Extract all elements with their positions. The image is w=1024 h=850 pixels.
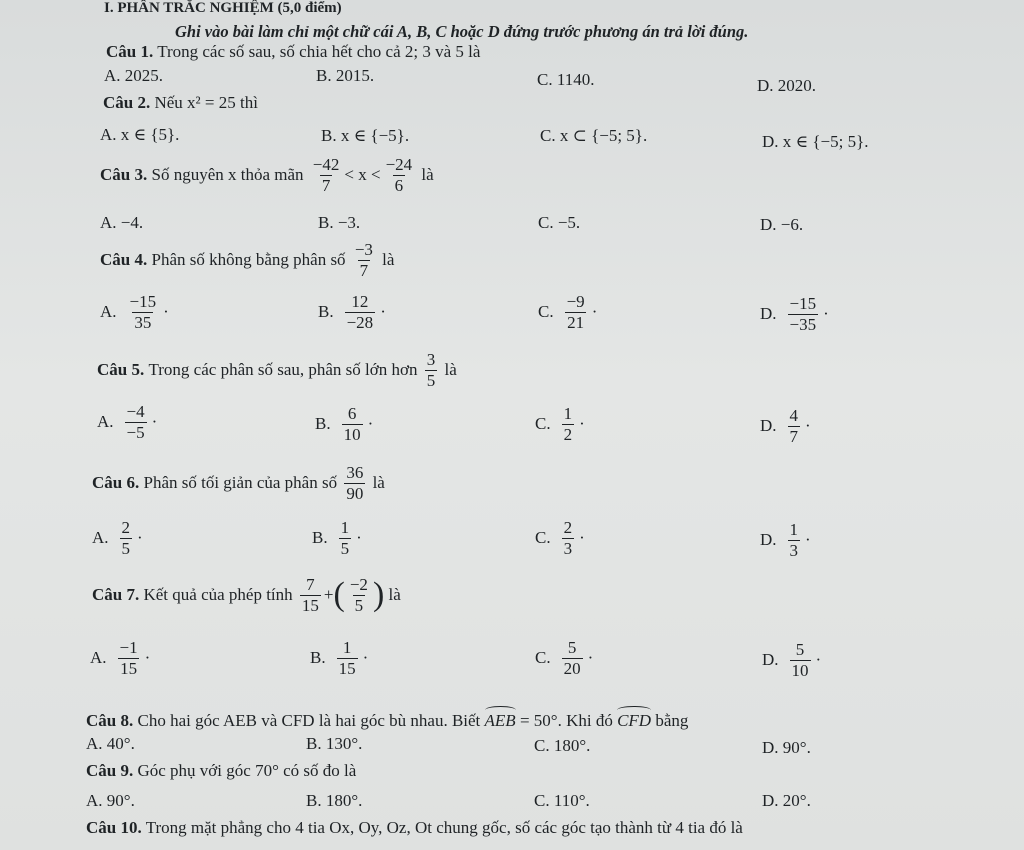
q4-fraction (353, 240, 375, 280)
q4-option-b-label: B. (318, 302, 334, 322)
q7-option-d-fraction (790, 640, 811, 680)
question-8-text: Cho hai góc AEB và CFD là hai góc bù nhau. Biết (137, 711, 481, 730)
q9-option-b: B. 180°. (306, 791, 363, 810)
q7-option-c-label: C. (535, 648, 551, 668)
q7-option-a-label: A. (90, 648, 107, 668)
q4-option-d-fraction (788, 294, 819, 334)
q7-d-num: 5 (795, 640, 805, 659)
q7-option-d-label: D. (762, 650, 779, 670)
q5-fraction (425, 350, 438, 390)
q4-option-c: C. $\frac{-9}{21}$ · (538, 292, 598, 332)
q6-option-a: A. $\frac{2}{5}$ · (92, 518, 143, 558)
q4-c-num: −9 (566, 292, 585, 311)
q4-option-a: A. $\frac{-15}{35}$ · (100, 292, 169, 332)
q2-option-c: C. x ⊂ {−5; 5}. (540, 126, 648, 145)
q7-f2-num: −2 (349, 575, 368, 594)
question-10-text: Trong mặt phẳng cho 4 tia Ox, Oy, Oz, Ot chung gốc, số các góc tạo thành từ 4 tia đó là (145, 818, 743, 837)
question-8 (86, 707, 688, 731)
q4-a-num: −15 (129, 292, 157, 311)
question-7-text: Kết quả của phép tính (143, 585, 293, 605)
q7-close-paren: ) (372, 576, 385, 614)
q1-option-d: D. 2020. (757, 76, 817, 95)
q6-d-den: 3 (789, 540, 799, 560)
q6-option-b: B. $\frac{1}{5}$ · (312, 518, 362, 558)
q7-f1-num: 7 (306, 575, 315, 594)
q8-option-b: B. 130°. (306, 734, 363, 753)
q4-c-den: 21 (567, 312, 585, 332)
question-6-text: Phân số tối giản của phân số (143, 473, 338, 493)
q6-text-after: là (372, 473, 385, 493)
q7-option-c-fraction (562, 638, 583, 678)
q6-option-c: C. $\frac{2}{3}$ · (535, 518, 585, 558)
q4-option-a-label: A. (100, 302, 117, 322)
q6-option-b-label: B. (312, 528, 328, 548)
instruction: Ghi vào bài làm chỉ một chữ cái A, B, C hoặc D đứng trước phương án trả lời đúng. (175, 22, 749, 41)
q7-text-after: là (388, 585, 401, 605)
question-2 (103, 93, 258, 113)
question-6-label: Câu 6. (92, 473, 140, 493)
question-7-label: Câu 7. (92, 585, 140, 605)
q5-option-c: C. $\frac{1}{2}$ · (535, 404, 585, 444)
q7-a-num: −1 (119, 638, 138, 657)
q3-option-c: C. −5. (538, 213, 581, 232)
q2-option-b: B. x ∈ {−5}. (321, 126, 410, 145)
question-9 (86, 761, 356, 781)
q6-option-b-fraction (339, 518, 352, 558)
q7-fraction-1 (300, 575, 321, 615)
q7-option-a-fraction (118, 638, 140, 678)
q7-plus: + (323, 585, 334, 605)
q6-fraction (344, 463, 365, 503)
q8-angle-cfd: CFD (617, 707, 651, 731)
q3-text-after: là (421, 165, 434, 185)
q5-b-den: 10 (343, 424, 361, 444)
q7-option-c: C. $\frac{5}{20}$ · (535, 638, 594, 678)
question-10 (86, 818, 743, 838)
q5-option-b: B. $\frac{6}{10}$ · (315, 404, 374, 444)
question-1-label: Câu 1. (106, 42, 154, 61)
q9-option-d: D. 20°. (762, 791, 811, 810)
q6-option-c-fraction (562, 518, 575, 558)
q6-a-den: 5 (121, 538, 131, 558)
q6-b-den: 5 (340, 538, 350, 558)
q1-option-c: C. 1140. (537, 70, 595, 89)
q9-option-c: C. 110°. (534, 791, 590, 810)
question-1 (106, 42, 480, 62)
question-9-label: Câu 9. (86, 761, 134, 780)
question-1-text: Trong các số sau, số chia hết cho cả 2; 3 và 5 là (157, 42, 481, 61)
q5-option-c-label: C. (535, 414, 551, 434)
question-10-label: Câu 10. (86, 818, 142, 837)
q3-f1-den: 7 (321, 175, 331, 195)
q5-f-den: 5 (426, 370, 436, 390)
q6-b-num: 1 (340, 518, 350, 537)
q3-inequality: < x < (344, 165, 381, 185)
q4-option-a-fraction (128, 292, 159, 332)
q5-option-b-label: B. (315, 414, 331, 434)
q7-b-num: 1 (342, 638, 352, 657)
q2-option-a: A. x ∈ {5}. (100, 125, 180, 144)
question-5-label: Câu 5. (97, 360, 145, 380)
question-2-label: Câu 2. (103, 93, 151, 112)
q7-option-b-fraction (337, 638, 358, 678)
question-3 (100, 155, 434, 195)
q3-fraction-1 (311, 155, 342, 195)
q5-d-den: 7 (789, 426, 799, 446)
q3-f2-den: 6 (394, 175, 404, 195)
q6-f-den: 90 (346, 483, 364, 503)
q5-option-c-fraction (562, 404, 575, 444)
q5-a-den: −5 (126, 422, 145, 442)
q4-b-num: 12 (351, 292, 369, 311)
q4-option-d: D. $\frac{-15}{-35}$ · (760, 294, 829, 334)
q4-option-b: B. $\frac{12}{-28}$ · (318, 292, 386, 332)
q5-c-num: 1 (563, 404, 573, 423)
question-4-label: Câu 4. (100, 250, 148, 270)
q3-option-a: A. −4. (100, 213, 144, 232)
q5-d-num: 4 (789, 406, 799, 425)
q4-text-after: là (382, 250, 395, 270)
q5-option-d: D. $\frac{4}{7}$ · (760, 406, 811, 446)
q4-option-c-label: C. (538, 302, 554, 322)
q4-option-b-fraction (345, 292, 376, 332)
q8-option-a: A. 40°. (86, 734, 135, 753)
q7-a-den: 15 (120, 658, 138, 678)
question-4 (100, 240, 394, 280)
question-8-label: Câu 8. (86, 711, 134, 730)
q6-option-d: D. $\frac{1}{3}$ · (760, 520, 811, 560)
q6-f-num: 36 (346, 463, 364, 482)
q5-c-den: 2 (563, 424, 573, 444)
q3-fraction-2 (384, 155, 415, 195)
question-3-label: Câu 3. (100, 165, 148, 185)
q4-d-den: −35 (789, 314, 817, 334)
q7-fraction-2 (348, 575, 370, 615)
q5-f-num: 3 (426, 350, 436, 369)
q7-option-d: D. $\frac{5}{10}$ · (762, 640, 822, 680)
question-3-text: Số nguyên x thỏa mãn (151, 165, 304, 185)
q8-equals: = 50° (519, 711, 558, 730)
question-9-text: Góc phụ với góc 70° có số đo là (137, 761, 357, 780)
q3-option-d: D. −6. (760, 215, 804, 234)
q5-option-a-label: A. (97, 412, 114, 432)
q4-a-den: 35 (134, 312, 152, 332)
q5-option-a-fraction (125, 402, 147, 442)
q6-option-c-label: C. (535, 528, 551, 548)
q7-option-b-label: B. (310, 648, 326, 668)
question-2-text: Nếu x² = 25 thì (154, 93, 258, 112)
q7-d-den: 10 (791, 660, 809, 680)
q3-f1-num: −42 (312, 155, 340, 174)
q5-option-d-label: D. (760, 416, 777, 436)
question-6 (92, 463, 385, 503)
q7-option-b: B. $\frac{1}{15}$ · (310, 638, 369, 678)
q7-f1-den: 15 (301, 595, 319, 615)
q8-text-mid: . Khi đó (557, 711, 613, 730)
q7-c-den: 20 (563, 658, 581, 678)
q5-option-d-fraction (788, 406, 801, 446)
q8-option-c: C. 180°. (534, 736, 591, 755)
q7-open-paren: ( (333, 576, 345, 614)
section-title: I. PHẦN TRẮC NGHIỆM (5,0 điểm) (104, 0, 342, 16)
q1-option-b: B. 2015. (316, 66, 375, 85)
q6-option-a-fraction (120, 518, 133, 558)
q4-f-den: 7 (359, 260, 369, 280)
q6-option-d-label: D. (760, 530, 777, 550)
q6-a-num: 2 (121, 518, 131, 537)
q5-option-a: A. $\frac{-4}{-5}$ · (97, 402, 158, 442)
q6-option-a-label: A. (92, 528, 109, 548)
q7-f2-den: 5 (354, 595, 364, 615)
q4-d-num: −15 (789, 294, 817, 313)
q5-option-b-fraction (342, 404, 363, 444)
q6-c-den: 3 (563, 538, 573, 558)
q8-angle-aeb: AEB (485, 707, 516, 731)
q4-option-c-fraction (565, 292, 587, 332)
q6-c-num: 2 (563, 518, 573, 537)
q7-option-a: A. $\frac{-1}{15}$ · (90, 638, 151, 678)
q7-b-den: 15 (338, 658, 356, 678)
q9-option-a: A. 90°. (86, 791, 135, 810)
q2-option-d: D. x ∈ {−5; 5}. (762, 132, 869, 151)
question-5 (97, 350, 457, 390)
q4-option-d-label: D. (760, 304, 777, 324)
q7-c-num: 5 (567, 638, 577, 657)
question-5-text: Trong các phân số sau, phân số lớn hơn (148, 360, 418, 380)
q8-text-after: bằng (655, 711, 689, 730)
q8-option-d: D. 90°. (762, 738, 811, 757)
q5-a-num: −4 (126, 402, 145, 421)
q4-b-den: −28 (346, 312, 374, 332)
q1-option-a: A. 2025. (104, 66, 164, 85)
q6-option-d-fraction (788, 520, 801, 560)
q5-text-after: là (444, 360, 457, 380)
q6-d-num: 1 (789, 520, 799, 539)
q3-f2-num: −24 (385, 155, 413, 174)
question-7 (92, 575, 401, 615)
q4-f-num: −3 (354, 240, 373, 259)
q3-option-b: B. −3. (318, 213, 361, 232)
question-4-text: Phân số không bằng phân số (151, 250, 346, 270)
q5-b-num: 6 (347, 404, 357, 423)
